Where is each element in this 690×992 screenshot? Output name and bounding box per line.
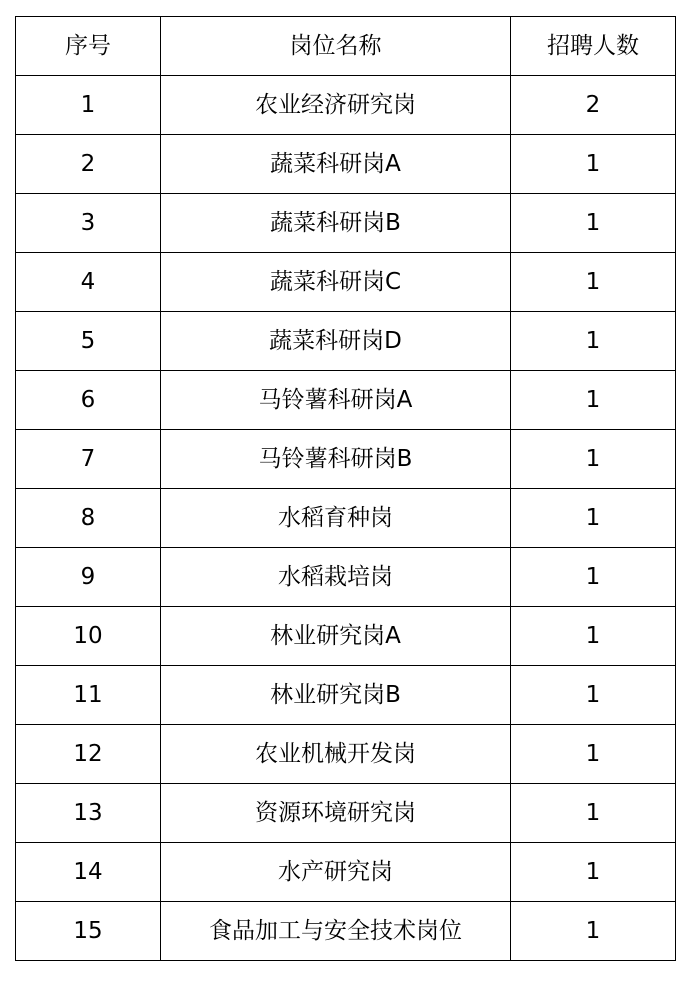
position-name-cell: 食品加工与安全技术岗位: [161, 902, 511, 961]
hiring-count-cell: 1: [511, 843, 676, 902]
position-name-cell: 马铃薯科研岗B: [161, 430, 511, 489]
table-row: [16, 725, 676, 784]
hiring-count-cell: 2: [511, 76, 676, 135]
hiring-count-cell: 1: [511, 194, 676, 253]
row-index-cell: 15: [16, 902, 161, 961]
position-name-cell: 蔬菜科研岗C: [161, 253, 511, 312]
row-index-cell: 2: [16, 135, 161, 194]
position-name-cell: 林业研究岗A: [161, 607, 511, 666]
row-index-cell: 11: [16, 666, 161, 725]
table-row: [16, 194, 676, 253]
position-name-cell: 水产研究岗: [161, 843, 511, 902]
table-row: [16, 430, 676, 489]
hiring-count-cell: 1: [511, 135, 676, 194]
hiring-count-cell: 1: [511, 430, 676, 489]
row-index-cell: 5: [16, 312, 161, 371]
position-name-cell: 蔬菜科研岗B: [161, 194, 511, 253]
hiring-count-cell: 1: [511, 666, 676, 725]
row-index-cell: 7: [16, 430, 161, 489]
position-name-cell: 蔬菜科研岗A: [161, 135, 511, 194]
column-header-index: 序号: [16, 17, 161, 76]
position-name-cell: 农业机械开发岗: [161, 725, 511, 784]
position-name-cell: 农业经济研究岗: [161, 76, 511, 135]
table-row: [16, 607, 676, 666]
column-header-hiring-count: 招聘人数: [511, 17, 676, 76]
hiring-count-cell: 1: [511, 725, 676, 784]
recruitment-table: [15, 16, 676, 961]
row-index-cell: 8: [16, 489, 161, 548]
hiring-count-cell: 1: [511, 371, 676, 430]
table-row: [16, 489, 676, 548]
row-index-cell: 6: [16, 371, 161, 430]
table-row: [16, 548, 676, 607]
hiring-count-cell: 1: [511, 312, 676, 371]
column-header-position-name: 岗位名称: [161, 17, 511, 76]
hiring-count-cell: 1: [511, 489, 676, 548]
table-body: [16, 76, 676, 961]
row-index-cell: 10: [16, 607, 161, 666]
row-index-cell: 3: [16, 194, 161, 253]
row-index-cell: 13: [16, 784, 161, 843]
hiring-count-cell: 1: [511, 902, 676, 961]
row-index-cell: 9: [16, 548, 161, 607]
table-row: [16, 843, 676, 902]
table-row: [16, 135, 676, 194]
hiring-count-cell: 1: [511, 548, 676, 607]
hiring-count-cell: 1: [511, 253, 676, 312]
table-row: [16, 902, 676, 961]
table-row: [16, 784, 676, 843]
position-name-cell: 资源环境研究岗: [161, 784, 511, 843]
table-header-row: [16, 17, 676, 76]
row-index-cell: 4: [16, 253, 161, 312]
table-row: [16, 371, 676, 430]
position-name-cell: 马铃薯科研岗A: [161, 371, 511, 430]
row-index-cell: 12: [16, 725, 161, 784]
row-index-cell: 1: [16, 76, 161, 135]
row-index-cell: 14: [16, 843, 161, 902]
table-row: [16, 253, 676, 312]
position-name-cell: 蔬菜科研岗D: [161, 312, 511, 371]
position-name-cell: 水稻育种岗: [161, 489, 511, 548]
table-row: [16, 312, 676, 371]
position-name-cell: 水稻栽培岗: [161, 548, 511, 607]
table-row: [16, 76, 676, 135]
table-row: [16, 666, 676, 725]
position-name-cell: 林业研究岗B: [161, 666, 511, 725]
hiring-count-cell: 1: [511, 607, 676, 666]
hiring-count-cell: 1: [511, 784, 676, 843]
